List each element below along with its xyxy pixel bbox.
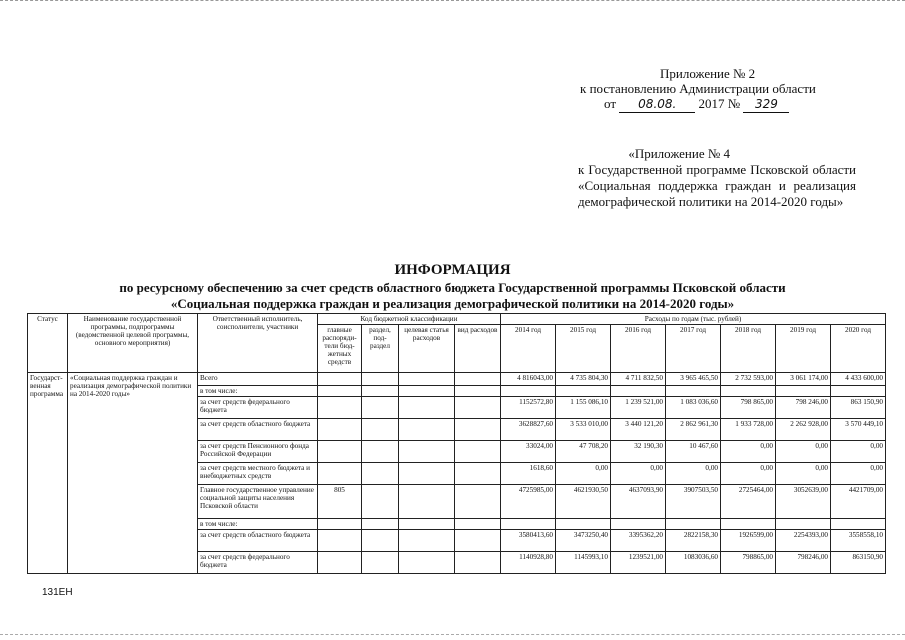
value-cell: 1 239 521,00 [611, 397, 666, 419]
code-cell [362, 386, 399, 397]
grbs-cell [318, 386, 362, 397]
value-cell: 0,00 [776, 441, 831, 463]
header-codes: Код бюджетной классификации [318, 314, 501, 325]
code-cell [362, 519, 399, 530]
value-cell: 863150,90 [831, 552, 886, 574]
value-cell: 3473250,40 [556, 530, 611, 552]
executor-cell: в том числе: [198, 386, 318, 397]
grbs-cell [318, 397, 362, 419]
value-cell: 0,00 [776, 463, 831, 485]
value-cell: 0,00 [721, 463, 776, 485]
annex-2-header [580, 66, 860, 113]
value-cell: 3 061 174,00 [776, 373, 831, 386]
value-cell: 1140928,80 [501, 552, 556, 574]
value-cell: 3 440 121,20 [611, 419, 666, 441]
executor-cell: за счет средств федерального бюджета [198, 552, 318, 574]
annex-2-date-line [604, 96, 860, 113]
annex-4-body: к Государственной программе Псковской области «Социальная поддержка граждан и реализация демографической политики на 2014-2020 годы» [578, 162, 856, 209]
code-cell [399, 519, 455, 530]
value-cell [556, 519, 611, 530]
value-cell: 2822158,30 [666, 530, 721, 552]
value-cell [776, 386, 831, 397]
value-cell: 2 862 961,30 [666, 419, 721, 441]
value-cell [611, 519, 666, 530]
code-cell [455, 530, 501, 552]
value-cell: 3558558,10 [831, 530, 886, 552]
status-cell: Государст-венная программа [28, 373, 68, 574]
value-cell: 1 933 728,00 [721, 419, 776, 441]
value-cell: 798246,00 [776, 552, 831, 574]
footer-code: 131ЕН [42, 587, 73, 598]
header-status: Статус [28, 314, 68, 373]
code-cell [362, 373, 399, 386]
header-executor: Ответственный исполнитель, соисполнители, участники [198, 314, 318, 373]
value-cell: 3 533 010,00 [556, 419, 611, 441]
header-year: 2017 год [666, 325, 721, 373]
value-cell [501, 519, 556, 530]
code-cell [455, 552, 501, 574]
year-label: 2017 № [698, 96, 741, 111]
header-code-section: раздел, под-раздел [362, 325, 399, 373]
value-cell: 1083036,60 [666, 552, 721, 574]
value-cell: 3 570 449,10 [831, 419, 886, 441]
value-cell: 1152572,80 [501, 397, 556, 419]
code-cell [399, 386, 455, 397]
header-code-type: вид расходов [455, 325, 501, 373]
executor-cell: за счет средств местного бюджета и внебюджетных средств [198, 463, 318, 485]
grbs-cell [318, 419, 362, 441]
handwritten-number: 329 [743, 97, 789, 113]
header-year: 2014 год [501, 325, 556, 373]
scan-edge-top [0, 0, 905, 3]
value-cell: 798865,00 [721, 552, 776, 574]
value-cell: 2 262 928,00 [776, 419, 831, 441]
value-cell: 2254393,00 [776, 530, 831, 552]
document-program-name: «Социальная поддержка граждан и реализация демографической политики на 2014-2020 годы» [170, 296, 735, 311]
header-year: 2016 год [611, 325, 666, 373]
executor-cell: за счет средств федерального бюджета [198, 397, 318, 419]
document-subtitle: по ресурсному обеспечению за счет средств областного бюджета Государственной программы Псковской области [119, 280, 786, 295]
header-expenses: Расходы по годам (тыс. рублей) [501, 314, 886, 325]
value-cell [831, 386, 886, 397]
value-cell [556, 386, 611, 397]
code-cell [455, 386, 501, 397]
code-cell [455, 441, 501, 463]
value-cell: 798 865,00 [721, 397, 776, 419]
executor-cell: за счет средств областного бюджета [198, 419, 318, 441]
code-cell [399, 419, 455, 441]
grbs-cell [318, 463, 362, 485]
code-cell [455, 419, 501, 441]
grbs-cell: 805 [318, 485, 362, 519]
value-cell: 10 467,60 [666, 441, 721, 463]
resource-table [27, 313, 886, 574]
value-cell: 4 816043,00 [501, 373, 556, 386]
annex-2-title: Приложение № 2 [660, 66, 756, 81]
value-cell [501, 386, 556, 397]
value-cell: 3580413,60 [501, 530, 556, 552]
value-cell: 3 965 465,50 [666, 373, 721, 386]
table-row [28, 373, 886, 386]
code-cell [399, 552, 455, 574]
value-cell: 0,00 [611, 463, 666, 485]
code-cell [362, 463, 399, 485]
value-cell: 3907503,50 [666, 485, 721, 519]
value-cell: 0,00 [831, 463, 886, 485]
executor-cell: Главное государственное управление социальной защиты населения Псковской области [198, 485, 318, 519]
header-name: Наименование государственной программы, подпрограммы (ведомственной целевой программы, основного мероприятия) [68, 314, 198, 373]
value-cell: 0,00 [556, 463, 611, 485]
value-cell: 1239521,00 [611, 552, 666, 574]
code-cell [455, 485, 501, 519]
value-cell: 1145993,10 [556, 552, 611, 574]
value-cell: 4621930,50 [556, 485, 611, 519]
header-year: 2018 год [721, 325, 776, 373]
code-cell [399, 463, 455, 485]
annex-2-resolution: к постановлению Администрации области [580, 81, 816, 96]
value-cell [666, 386, 721, 397]
value-cell: 33024,00 [501, 441, 556, 463]
code-cell [362, 441, 399, 463]
code-cell [399, 397, 455, 419]
executor-cell: за счет средств областного бюджета [198, 530, 318, 552]
value-cell: 0,00 [721, 441, 776, 463]
code-cell [399, 373, 455, 386]
value-cell: 3052639,00 [776, 485, 831, 519]
value-cell: 4637093,90 [611, 485, 666, 519]
value-cell: 3628827,60 [501, 419, 556, 441]
value-cell: 0,00 [666, 463, 721, 485]
header-code-article: целевая статья расходов [399, 325, 455, 373]
grbs-cell [318, 373, 362, 386]
value-cell [666, 519, 721, 530]
value-cell: 1618,60 [501, 463, 556, 485]
value-cell: 2 732 593,00 [721, 373, 776, 386]
code-cell [455, 373, 501, 386]
grbs-cell [318, 552, 362, 574]
value-cell: 1 155 086,10 [556, 397, 611, 419]
header-year: 2020 год [831, 325, 886, 373]
value-cell: 32 190,30 [611, 441, 666, 463]
code-cell [399, 485, 455, 519]
annex-4-header [578, 146, 856, 210]
executor-cell: Всего [198, 373, 318, 386]
code-cell [362, 419, 399, 441]
header-code-grbs: главные распоряди-тели бюд-жетных средств [318, 325, 362, 373]
code-cell [362, 485, 399, 519]
value-cell: 798 246,00 [776, 397, 831, 419]
scan-edge-bottom [0, 634, 905, 637]
handwritten-date: 08.08. [619, 97, 695, 113]
from-label: от [604, 96, 617, 111]
value-cell: 3395362,20 [611, 530, 666, 552]
header-year: 2019 год [776, 325, 831, 373]
value-cell [721, 519, 776, 530]
executor-cell: в том числе: [198, 519, 318, 530]
value-cell: 1926599,00 [721, 530, 776, 552]
code-cell [362, 552, 399, 574]
grbs-cell [318, 441, 362, 463]
code-cell [455, 519, 501, 530]
value-cell: 0,00 [831, 441, 886, 463]
program-name-cell: «Социальная поддержка граждан и реализация демографической политики на 2014-2020 годы» [68, 373, 198, 574]
value-cell: 4725985,00 [501, 485, 556, 519]
grbs-cell [318, 519, 362, 530]
value-cell: 47 708,20 [556, 441, 611, 463]
executor-cell: за счет средств Пенсионного фонда Российской Федерации [198, 441, 318, 463]
value-cell: 4 433 600,00 [831, 373, 886, 386]
header-year: 2015 год [556, 325, 611, 373]
value-cell: 4 711 832,50 [611, 373, 666, 386]
value-cell: 4421709,00 [831, 485, 886, 519]
table-body [28, 373, 886, 574]
value-cell: 863 150,90 [831, 397, 886, 419]
value-cell: 2725464,00 [721, 485, 776, 519]
value-cell [611, 386, 666, 397]
code-cell [455, 397, 501, 419]
code-cell [399, 530, 455, 552]
value-cell: 1 083 036,60 [666, 397, 721, 419]
value-cell [831, 519, 886, 530]
code-cell [399, 441, 455, 463]
grbs-cell [318, 530, 362, 552]
code-cell [455, 463, 501, 485]
annex-4-title: «Приложение № 4 [628, 146, 730, 161]
value-cell [776, 519, 831, 530]
code-cell [362, 397, 399, 419]
value-cell: 4 735 804,30 [556, 373, 611, 386]
document-title: ИНФОРМАЦИЯ [394, 262, 511, 278]
code-cell [362, 530, 399, 552]
value-cell [721, 386, 776, 397]
